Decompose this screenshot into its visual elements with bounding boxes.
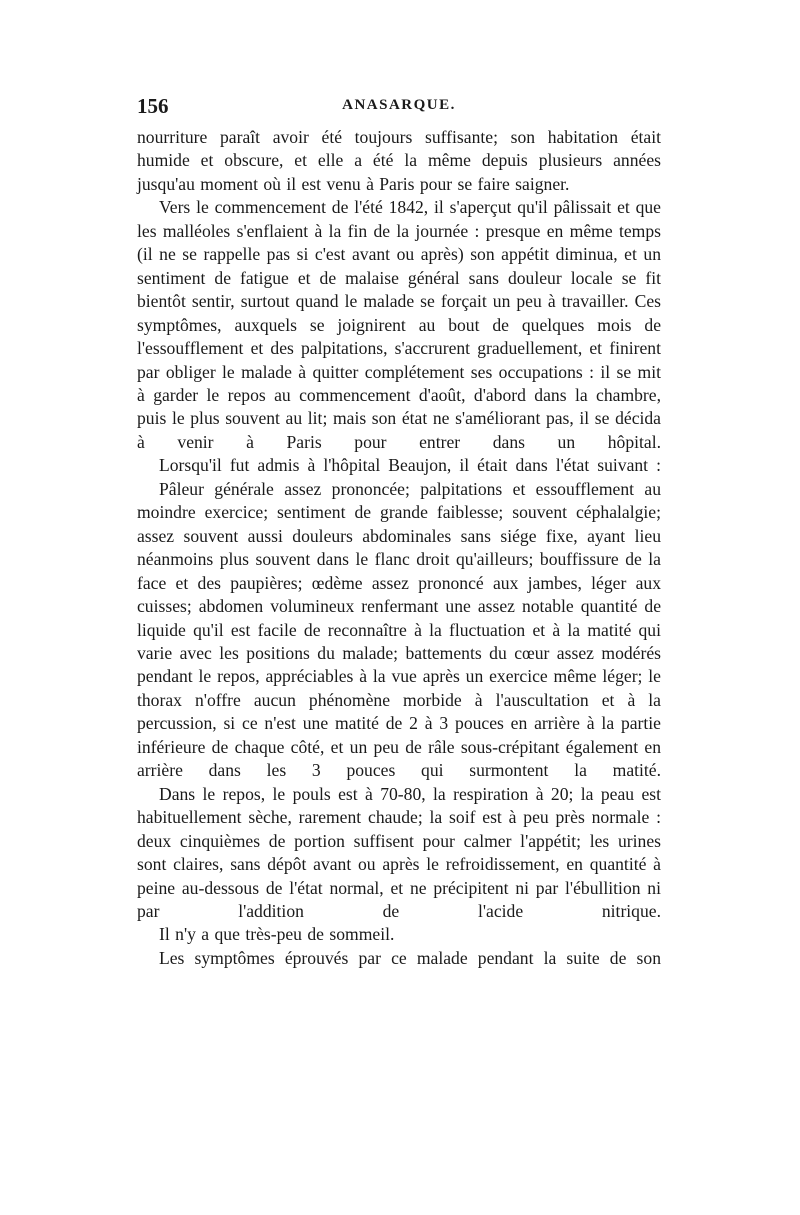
body-text: [137, 126, 661, 970]
book-page: [137, 94, 661, 970]
paragraph-admission: Lorsqu'il fut admis à l'hôpital Beaujon, il était dans l'état suivant :: [159, 455, 661, 476]
paragraph-following: Les symptômes éprouvés par ce malade pendant la suite de son: [159, 947, 661, 968]
paragraph-continuation: nourriture paraît avoir été toujours suffisante; son habitation était humide et obscure, et elle a été la même depuis plusieurs années jusqu'au moment où il est venu à Paris pour se faire saigner.: [137, 127, 661, 194]
page-number: 156: [137, 94, 169, 118]
paragraph-onset-history: Vers le commencement de l'été 1842, il s'aperçut qu'il pâlissait et que les malléoles s'enflaient à la fin de la journée : presque en même temps (il ne se rappelle pas si c'est avant ou après) son appétit diminua, et un sentiment de fatigue et de malaise général sans douleur locale se fit bientôt sentir, surtout quand le malade se forçait un peu à travailler. Ces symptômes, auxquels se joignirent au bout de quelques mois de l'essoufflement et des palpitations, s'accrurent graduellement, et finirent par obliger le malade à quitter complétement ses occupations : il se mit à garder le repos au commencement d'août, d'abord dans la chambre, puis le plus souvent au lit; mais son état ne s'améliorant pas, il se décida à venir à Paris pour entrer dans un hôpital.: [137, 197, 661, 452]
running-title: ANASARQUE.: [342, 97, 456, 113]
paragraph-sleep: Il n'y a que très-peu de sommeil.: [159, 924, 395, 945]
paragraph-symptoms: Pâleur générale assez prononcée; palpitations et essoufflement au moindre exercice; sentiment de grande faiblesse; souvent céphalalgie; assez souvent aussi douleurs abdominales sans siége fixe, ayant lieu néanmoins plus souvent dans le flanc droit qu'ailleurs; bouffissure de la face et des paupières; œdème assez prononcé aux jambes, léger aux cuisses; abdomen volumineux renfermant une assez notable quantité de liquide qu'il est facile de reconnaître à la fluctuation et à la matité qui varie avec les positions du malade; battements du cœur assez modérés pendant le repos, appréciables à la vue après un exercice même léger; le thorax n'offre aucun phénomène morbide à l'auscultation et à la percussion, si ce n'est une matité de 2 à 3 pouces en arrière à la partie inférieure de chaque côté, et un peu de râle sous-crépitant également en arrière dans les 3 pouces qui surmontent la matité.: [137, 478, 661, 781]
running-head: [137, 94, 661, 124]
paragraph-vital-signs: Dans le repos, le pouls est à 70-80, la respiration à 20; la peau est habituellement sèche, rarement chaude; la soif est à peu près normale : deux cinquièmes de portion suffisent pour calmer l'appétit; les urines sont claires, sans dépôt avant ou après le refroidissement, en quantité à peine au-dessous de l'état normal, et ne précipitent ni par l'ébullition ni par l'addition de l'acide nitrique.: [137, 783, 661, 921]
